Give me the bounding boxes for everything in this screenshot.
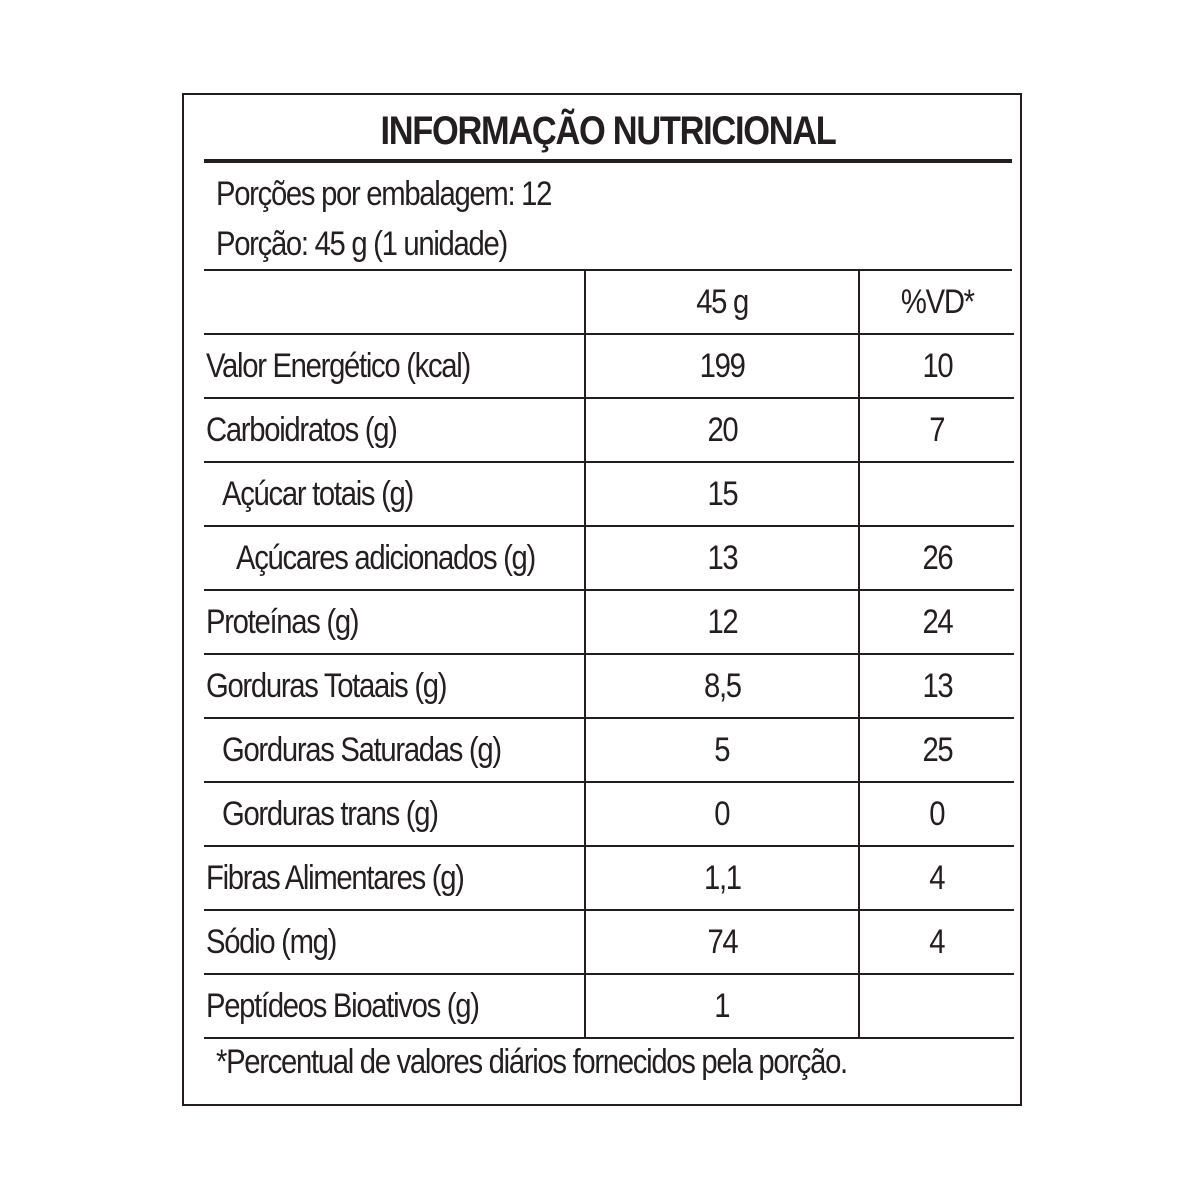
table-row: [204, 974, 1014, 1038]
table-header-row: [204, 271, 1014, 334]
servings-per-package: Porções por embalagem: 12: [216, 175, 552, 213]
table-row: [204, 334, 1014, 398]
nutrient-daily-value: [859, 462, 1014, 526]
table-row: [204, 462, 1014, 526]
label-title: INFORMAÇÃO NUTRICIONAL: [380, 109, 836, 153]
nutrient-name: Açúcar totais (g): [204, 462, 585, 526]
table-row: [204, 590, 1014, 654]
nutrient-daily-value: 13: [859, 654, 1014, 718]
nutrient-name: Sódio (mg): [204, 910, 585, 974]
table-row: [204, 398, 1014, 462]
nutrient-daily-value: 24: [859, 590, 1014, 654]
nutrient-daily-value: [859, 974, 1014, 1038]
header-nutrient: [204, 271, 585, 334]
nutrient-name: Gorduras Totaais (g): [204, 654, 585, 718]
nutrient-name: Gorduras Saturadas (g): [204, 718, 585, 782]
nutrient-amount: 20: [585, 398, 859, 462]
nutrient-amount: 1: [585, 974, 859, 1038]
nutrient-daily-value: 26: [859, 526, 1014, 590]
nutrient-amount: 12: [585, 590, 859, 654]
nutrient-table: [204, 271, 1014, 1039]
nutrient-amount: 5: [585, 718, 859, 782]
nutrition-facts-label: [182, 93, 1022, 1106]
nutrient-name: Fibras Alimentares (g): [204, 846, 585, 910]
table-row: [204, 654, 1014, 718]
table-row: [204, 718, 1014, 782]
nutrient-name: Valor Energético (kcal): [204, 334, 585, 398]
nutrient-amount: 0: [585, 782, 859, 846]
nutrient-amount: 8,5: [585, 654, 859, 718]
table-row: [204, 526, 1014, 590]
nutrient-daily-value: 4: [859, 910, 1014, 974]
footnote: *Percentual de valores diários fornecidos pela porção.: [216, 1043, 847, 1081]
nutrient-name: Açúcares adicionados (g): [204, 526, 585, 590]
nutrient-amount: 13: [585, 526, 859, 590]
nutrient-daily-value: 25: [859, 718, 1014, 782]
serving-size: Porção: 45 g (1 unidade): [216, 225, 507, 263]
header-amount: 45 g: [585, 271, 859, 334]
title-divider: [204, 159, 1012, 163]
nutrient-name: Proteínas (g): [204, 590, 585, 654]
table-row: [204, 910, 1014, 974]
nutrient-daily-value: 7: [859, 398, 1014, 462]
nutrient-amount: 15: [585, 462, 859, 526]
nutrient-name: Peptídeos Bioativos (g): [204, 974, 585, 1038]
nutrient-amount: 199: [585, 334, 859, 398]
nutrient-amount: 1,1: [585, 846, 859, 910]
nutrient-daily-value: 4: [859, 846, 1014, 910]
header-daily-value: %VD*: [859, 271, 1014, 334]
nutrient-name: Gorduras trans (g): [204, 782, 585, 846]
table-row: [204, 782, 1014, 846]
table-row: [204, 846, 1014, 910]
nutrient-daily-value: 0: [859, 782, 1014, 846]
nutrient-daily-value: 10: [859, 334, 1014, 398]
nutrient-amount: 74: [585, 910, 859, 974]
nutrient-name: Carboidratos (g): [204, 398, 585, 462]
